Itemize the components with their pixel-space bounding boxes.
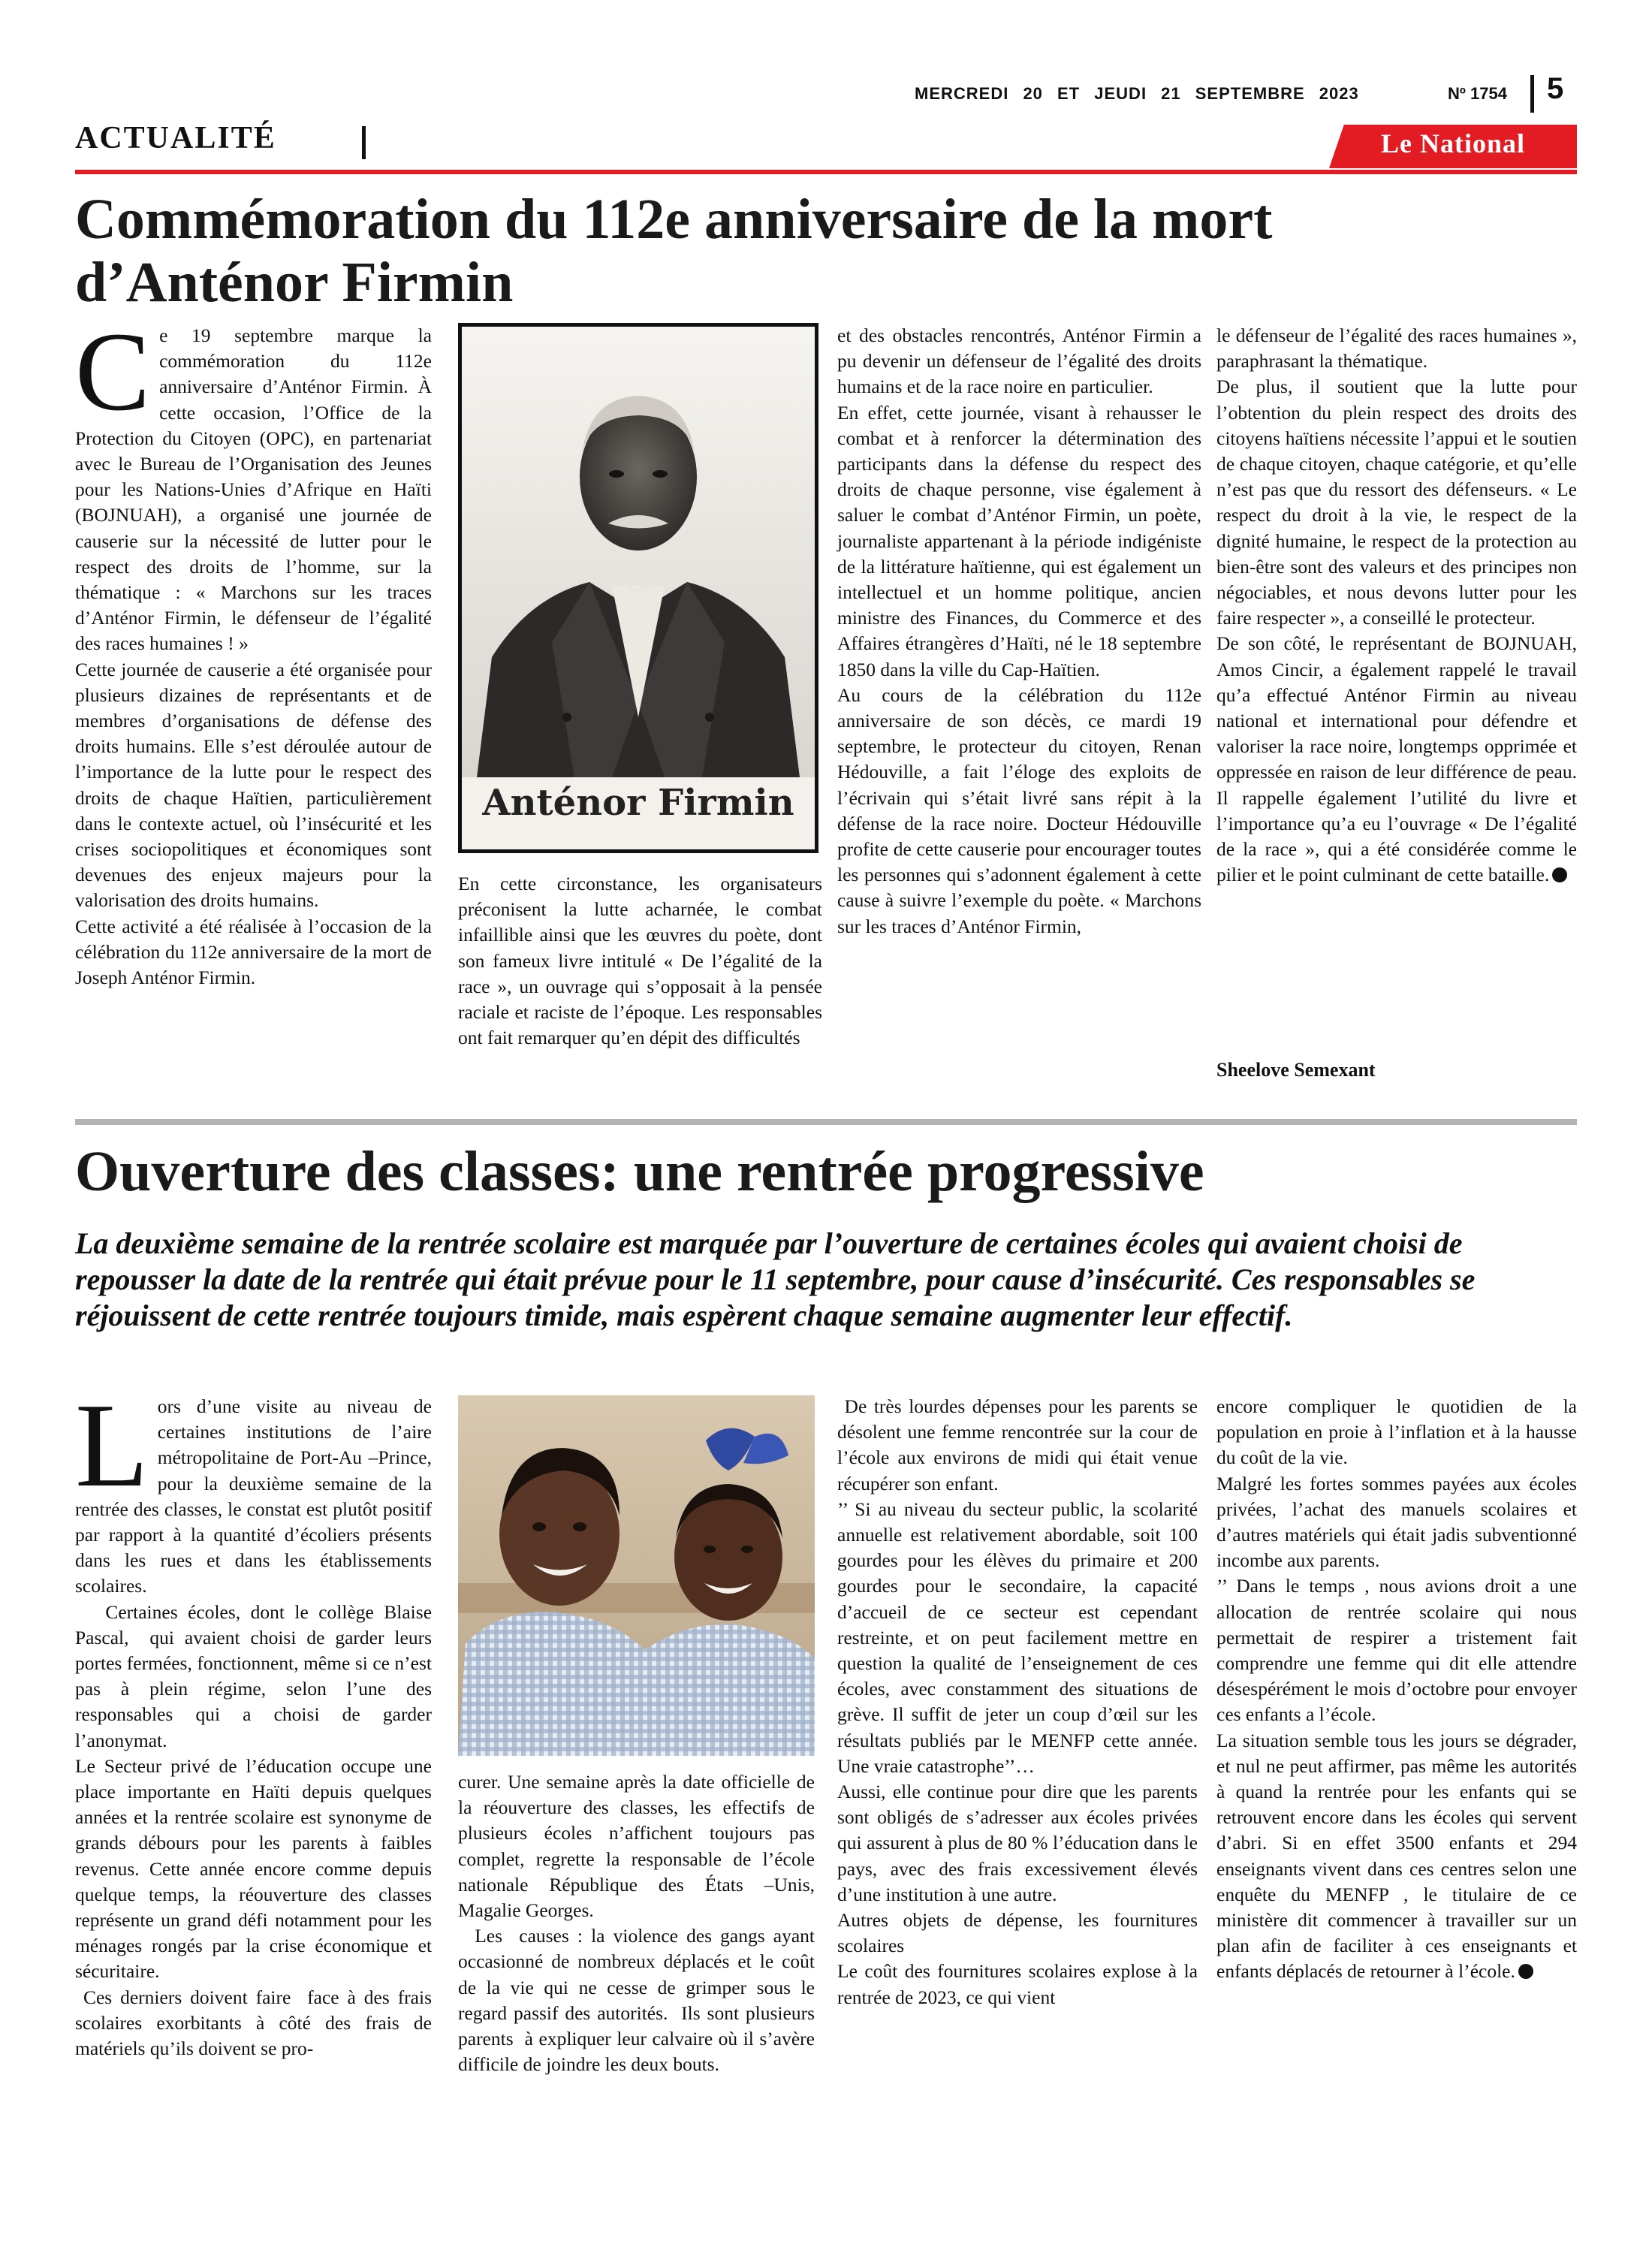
article2-column-3 <box>837 1394 1203 2010</box>
article1-column-3 <box>837 323 1201 940</box>
article1-paragraph: Cette journée de causerie a été organisée pour plusieurs dizaines de représentants et de membres d’organisations de défense des droits humains. Elle s’est déroulée autour de l’importance de la lutte pour le respect des droits de chaque Haïtien, particulièrement dans le contexte actuel, où l’insécurité et les crises sociopolitiques et économiques sont devenues des enjeux majeurs pour la valorisation des droits humains. <box>75 658 432 912</box>
article1-paragraph: e 19 septembre marque la commémoration du 112e anniversaire d’Anténor Firmin. À cette occasion, l’Office de la Protection du Citoyen (OPC), en partenariat avec le Bureau de l’Organisation des Jeunes pour les Nations-Unies d’Afrique en Haïti (BOJNUAH), a organisé une journée de causerie sur la nécessité de lutter pour le respect des droits de l’homme, sur la thématique : « Marchons sur les traces d’Anténor Firmin, le défenseur de l’égalité des races humaines ! » <box>75 324 432 655</box>
article2-paragraph: Les causes : la violence des gangs ayant occasionné de nombreux déplacés et le coût de la vie qui ne cesse de grimper sous le regard passif des autorités. Ils sont plusieurs parents à expliquer leur calvaire où il s’avère difficile de joindre les deux bouts. <box>458 1925 820 2076</box>
article2-paragraph: Le Secteur privé de l’éducation occupe une place importante en Haïti depuis quelques années et la rentrée scolaire est synonyme de grands débours pour les parents à faibles revenus. Cette année encore comme depuis quelque temps, la réouverture des classes représente un grand défi notamment pour les ménages rongés par la crise économique et sécuritaire. <box>75 1754 432 1983</box>
article1-column-4 <box>1216 323 1577 888</box>
article2-column-1 <box>75 1378 437 2061</box>
article1-paragraph: De plus, il soutient que la lutte pour l’obtention du plein respect des droits des citoyens haïtiens nécessite l’appui et le soutien de chaque citoyen, chaque catégorie, et qu’elle n’est pas que du ressort des défenseurs. « Le respect du droit à la vie, le respect de la dignité humaine, le respect de la protection au bien-être sont des valeurs et des principes non négociables, et nous devons lutter pour les faire respecter », a conseillé le protecteur. <box>1216 376 1577 629</box>
header-divider <box>1530 75 1534 113</box>
article2-paragraph: Certaines écoles, dont le collège Blaise Pascal, qui avaient choisi de garder leurs portes fermées, fonctionnent, même si ce n’est pas à plein régime, selon l’une des responsables qui a choisi de garder l’anonymat. <box>75 1600 437 1751</box>
article2-paragraph: ’’ Dans le temps , nous avions droit a une allocation de rentrée scolaire qui nous permettait de respirer a tristement fait comprendre une femme qui dit elle attendre désespérément le mois d’octobre pour envoyer ces enfants a l’école. <box>1216 1575 1577 1726</box>
article2-paragraph: encore compliquer le quotidien de la population en proie à l’inflation et à la hausse du coût de la vie. <box>1216 1395 1577 1469</box>
article2-paragraph: ors d’une visite au niveau de certaines institutions de l’aire métropolitaine de Port-Au –Prince, pour la deuxième semaine de la rentrée des classes, le constat est plutôt positif par rapport à la quantité d’écoliers présents dans les rues et dans les établissements scolaires. <box>75 1395 432 1597</box>
article2-paragraph: Ces derniers doivent faire face à des frais scolaires exorbitants à côté des frais de matériels qu’ils doivent se pro- <box>75 1986 437 2060</box>
article1-dropcap: C <box>75 309 151 434</box>
article2-lead: La deuxième semaine de la rentrée scolaire est marquée par l’ouverture de certaines écoles qui avaient choisi de repousser la date de la rentrée qui était prévue pour le 11 septembre, pour cause d’insécurité. Ces responsables se réjouissent de cette rentrée toujours timide, mais espèrent chaque semaine augmenter leur effectif. <box>75 1226 1476 1332</box>
article2-dropcap: L <box>75 1378 149 1512</box>
article2-column-4 <box>1216 1394 1577 1985</box>
article1-paragraph: De son côté, le représentant de BOJNUAH, Amos Cincir, a également rappelé le travail qu’a effectué Anténor Firmin au niveau national et international pour défendre et valoriser la race noire, longtemps opprimée et oppressée en raison de leur différence de peau. Il rappelle également l’utilité du livre et l’importance qu’a eu l’ouvrage « De l’égalité de la race », qui a été considérée comme le pilier et le point culminant de cette bataille. <box>1216 632 1577 886</box>
article1-title: Commémoration du 112e anniversaire de la mort d’Anténor Firmin <box>75 188 1273 314</box>
article2-paragraph: La situation semble tous les jours se dégrader, et nul ne peut affirmer, pas même les autorités à quand la rentrée pour les enfants qui se retrouvent encore dans les écoles qui servent d’abri. Si en effet 3500 enfants et 294 enseignants vivent dans ces centres selon une enquête du MENFP , le titulaire de ce ministère dit commencer à travailler sur un plan afin de faciliter à ces enseignants et enfants déplacés de retourner à l’école. <box>1216 1729 1577 1983</box>
antenor-firmin-portrait <box>458 323 818 853</box>
article2-paragraph: ’’ Si au niveau du secteur public, la scolarité annuelle est relativement abordable, soit 100 gourdes pour les élèves du primaire et 200 gourdes pour le secondaire, la capacité d’accueil de ce secteur est cependant restreinte, et on peut facilement mettre en question la qualité de l’enseignement de ces écoles, avec constamment des situations de grève. Il suffit de jeter un coup d’œil sur les résultats publiés par le MENFP cette année. Une vraie catastrophe’’… <box>837 1497 1198 1777</box>
schoolchildren-photo <box>458 1395 815 1756</box>
article1-paragraph: Au cours de la célébration du 112e anniversaire de son décès, ce mardi 19 septembre, le protecteur du citoyen, Renan Hédouville, a fait l’éloge des exploits de l’écrivain qui s’était livré sans répit à la défense de la race noire. Docteur Hédouville profite de cette causerie pour encourager toutes les personnes qui s’adonnent également à cette cause à suivre l’exemple du poète. « Marchons sur les traces d’Anténor Firmin, <box>837 683 1201 937</box>
article2-paragraph: De très lourdes dépenses pour les parents se désolent une femme rencontrée sur la cour de l’école aux environs de midi qui était venue récupérer son enfant. <box>837 1395 1203 1494</box>
article1-column-2 <box>458 871 822 1051</box>
article2-column-2 <box>458 1769 820 2077</box>
article2-paragraph: Le coût des fournitures scolaires explose à la rentrée de 2023, ce qui vient <box>837 1960 1198 2008</box>
article2-paragraph: Malgré les fortes sommes payées aux écoles privées, l’achat des manuels scolaires et d’autres matériels qui était jadis subventionné incombe aux parents. <box>1216 1472 1577 1572</box>
portrait-caption: Anténor Firmin <box>482 782 794 824</box>
article1-paragraph: En effet, cette journée, visant à rehausser le combat et à renforcer la détermination des participants dans la défense du respect des droits de chaque personne, vise également à saluer le combat d’Anténor Firmin, un poète, journaliste appartenant à la période indigéniste de la littérature haïtienne, qui est également un intellectuel et un homme politique, ancien ministre des Finances, du Commerce et des Affaires étrangères d’Haïti, né le 18 septembre 1850 dans la ville du Cap-Haïtien. <box>837 401 1201 680</box>
article2-paragraph: Aussi, elle continue pour dire que les parents sont obligés de s’adresser aux écoles privées qui assurent à plus de 80 % l’éducation dans le pays, avec des frais excessivement élevés d’une institution à une autre. <box>837 1781 1198 1905</box>
end-of-article-icon <box>1518 1964 1533 1979</box>
article2-subheading: Autres objets de dépense, les fournitures scolaires <box>837 1909 1198 1957</box>
article1-paragraph: En cette circonstance, les organisateurs préconisent la lutte acharnée, le combat infaillible ainsi que les œuvres du poète, dont son fameux livre intitulé « De l’égalité de la race », un ouvrage qui s’opposait à la pensée raciale et raciste de l’époque. Les responsables ont fait remarquer qu’en dépit des difficultés <box>458 873 822 1049</box>
section-divider <box>362 126 366 159</box>
article1-paragraph: le défenseur de l’égalité des races humaines », paraphrasant la thématique. <box>1216 324 1577 372</box>
page-number: 5 <box>1547 72 1564 105</box>
section-title: ACTUALITÉ <box>75 121 276 155</box>
brand-logo-text: Le National <box>1380 128 1525 158</box>
article1-paragraph: et des obstacles rencontrés, Anténor Firmin a pu devenir un défenseur de l’égalité des droits humains et de la race noire en particulier. <box>837 324 1201 398</box>
article-separator <box>75 1119 1577 1125</box>
article2-paragraph: curer. Une semaine après la date officielle de la réouverture des classes, les effectifs de plusieurs écoles n’affichent toujours pas complet, regrette la responsable de l’école nationale République des États –Unis, Magalie Georges. <box>458 1771 815 1922</box>
article2-title: Ouverture des classes: une rentrée progressive <box>75 1140 1204 1203</box>
issue-date: MERCREDI 20 ET JEUDI 21 SEPTEMBRE 2023 <box>915 84 1359 103</box>
header-rule <box>75 170 1577 174</box>
end-of-article-icon <box>1552 867 1567 882</box>
article1-paragraph: Cette activité a été réalisée à l’occasion de la célébration du 112e anniversaire de la mort de Joseph Anténor Firmin. <box>75 915 432 989</box>
article1-author: Sheelove Semexant <box>1216 1059 1376 1081</box>
issue-number: Nº 1754 <box>1448 84 1507 103</box>
article1-column-1 <box>75 309 432 991</box>
